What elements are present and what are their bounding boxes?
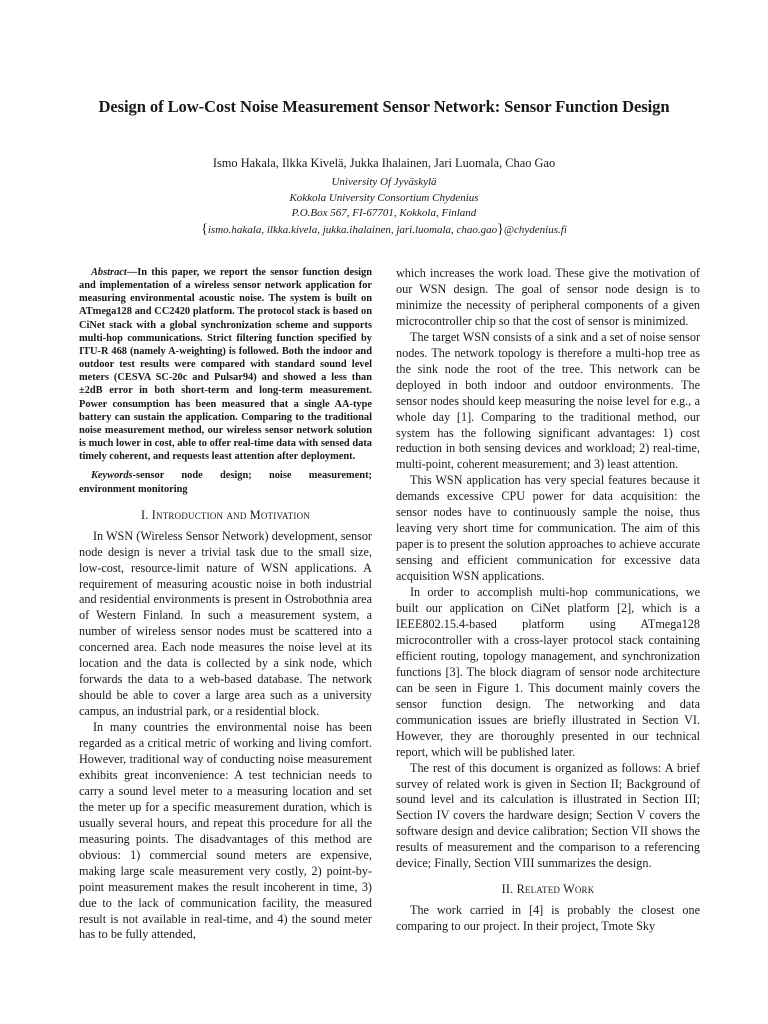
section-number: I. bbox=[141, 507, 149, 522]
email-names: ismo.hakala, ilkka.kivela, jukka.ihalainen, jari.luomala, chao.gao bbox=[207, 224, 498, 236]
intro-paragraph-continued: which increases the work load. These give the motivation of our WSN design. The goal of sensor node design is to minimize the necessity of peripheral components of a given microcontroller chip so that the cost of sensor is minimized. bbox=[396, 266, 700, 328]
abstract-text: —In this paper, we report the sensor function design and implementation of a wireless sensor network application for measuring environmental acoustic noise. The system is built on ATmega128 and CC2420 platform. The protocol stack is based on CiNet stack with a global synchronization scheme and supports multi-hop communications. Strict filtering function specified by ITU-R 468 (namely A-weighting) is followed. Both the indoor and outdoor test results were compared with standard sound level meters (CESVA SC-20c and Pulsar94) and showed a less than ±2dB error in both short-term and long-term measurement. Power consumption has been measured that a single AA-type battery can sustain the application. Comparing to the traditional noise measurement method, our wireless sensor network solution is much lower in cost, able to offer real-time data with sensed data timely coherent, and requests least attention after deployment. bbox=[79, 267, 372, 463]
affiliation-consortium: Kokkola University Consortium Chydenius bbox=[289, 192, 479, 204]
intro-paragraph-5: In order to accomplish multi-hop communications, we built our application on CiNet platform [2], which is a IEEE802.15.4-based platform using ATmega128 microcontroller with a cross-layer protocol stack containing efficient routing, topology management, and synchronization functions [3]. The block diagram of sensor node architecture can be seen in Figure 1. This document mainly covers the sensor function design. The networking and data communication issues are briefly illustrated in Section VI. However, they are thoroughly presented in our technical report, which will be published later. bbox=[396, 585, 700, 759]
section-heading-introduction bbox=[79, 508, 372, 523]
email-open-brace: { bbox=[201, 222, 208, 237]
related-work-paragraph-1: The work carried in [4] is probably the closest one comparing to our project. In their project, Tmote Sky bbox=[396, 903, 700, 934]
section-title: Introduction and Motivation bbox=[151, 507, 310, 522]
intro-paragraph-2: In many countries the environmental noise has been regarded as a critical metric of working and living comfort. However, traditional way of conducting noise measurement exhibits great inconvenience: A test technician needs to carry a sound level meter to a measuring location and set the meter up for a specific measurement duration, which is usually several hours, and repeat this procedure for all the measuring points. The disadvantages of this method are obvious: 1) commercial sound meters are expensive, making large scale measurement very costly, 2) point-by-point measurement makes the result incoherent in time, 3) due to the lack of communication facility, the measured result is not available in real-time, and 4) the sound meter has to be fully attended, bbox=[79, 720, 372, 942]
paper-title: Design of Low-Cost Noise Measurement Sensor Network: Sensor Function Design bbox=[98, 97, 670, 116]
abstract-label: Abstract bbox=[91, 267, 127, 278]
right-column bbox=[396, 266, 700, 935]
abstract bbox=[79, 266, 372, 463]
keywords bbox=[79, 469, 372, 495]
keywords-text: -sensor node design; noise measurement; environment monitoring bbox=[79, 470, 372, 495]
section-heading-related-work bbox=[396, 882, 700, 897]
left-column bbox=[79, 266, 372, 943]
intro-paragraph-6: The rest of this document is organized as follows: A brief survey of related work is given in Section II; Background of sound level and its calculation is illustrated in Section III; Section IV covers the hardware design; Section V covers the software design and device calibration; Section VII shows the results of measurement and the comparison to a referencing device; Finally, Section VIII summarizes the design. bbox=[396, 760, 700, 871]
section-title: Related Work bbox=[516, 882, 595, 897]
author-list: Ismo Hakala, Ilkka Kivelä, Jukka Ihalainen, Jari Luomala, Chao Gao bbox=[212, 156, 556, 170]
intro-paragraph-4: This WSN application has very special features because it demands excessive CPU power for data acquisition: the sensor nodes have to continuously sample the noise, thus leaving very short time for communication. The aim of this paper is to present the solution approaches to achieve accurate sensing and efficient communication for excessive data acquisition WSN applications. bbox=[396, 473, 700, 584]
author-emails bbox=[0, 222, 768, 238]
affiliation-address: P.O.Box 567, FI-67701, Kokkola, Finland bbox=[291, 207, 477, 219]
section-number: II. bbox=[501, 882, 514, 897]
affiliation-university: University Of Jyväskylä bbox=[331, 176, 437, 188]
email-close-brace: } bbox=[497, 222, 504, 237]
intro-paragraph-1: In WSN (Wireless Sensor Network) development, sensor node design is never a trivial task due to the small size, low-cost, resource-limit nature of WSN applications. A requirement of measuring acoustic noise in both industrial and residential environments is present in Ostrobothnia area of Western Finland. In such a measurement system, a number of wireless sensor nodes must be scattered into a concerned area. Each node measures the noise level at its location and the data is collected by a sink node, which forwards the data to a web-based database. The network should be able to cover a large area such as a university campus, an industrial park, or a residential block. bbox=[79, 528, 372, 719]
intro-paragraph-3: The target WSN consists of a sink and a set of noise sensor nodes. The network topology is therefore a multi-hop tree as the sink node the root of the tree. This network can be deployed in both indoor and outdoor environments. The sensor nodes should keep measuring the noise level for e.g., a whole day [1]. Comparing to the traditional method, our system has the following significant advantages: 1) cost reduction in both sensing devices and workload; 2) real-time, multi-point, coherent measurement; and 3) least attention. bbox=[396, 329, 700, 472]
email-domain: @chydenius.fi bbox=[503, 224, 567, 236]
keywords-label: Keywords bbox=[91, 470, 133, 482]
